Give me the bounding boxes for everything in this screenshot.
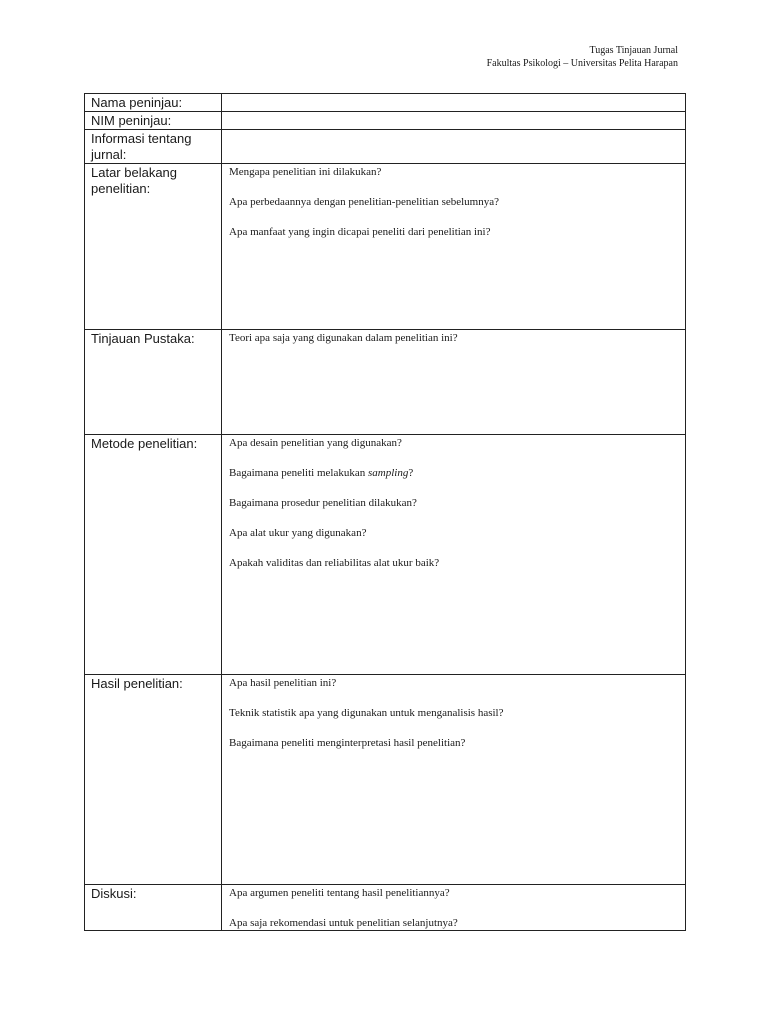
field-nim-peninjau[interactable] [222,112,686,130]
header-faculty-university: Fakultas Psikologi – Universitas Pelita Harapan [486,58,678,69]
header-assignment-title: Tugas Tinjauan Jurnal [589,45,678,56]
label-diskusi: Diskusi: [85,885,222,931]
row-nama-peninjau [85,94,686,112]
question-diskusi-1: Apa argumen peneliti tentang hasil penelitiannya? [229,887,450,899]
label-latar-belakang: Latar belakang penelitian: [85,164,222,330]
field-hasil-penelitian[interactable] [222,675,686,885]
question-metode-2-suffix: ? [408,467,414,479]
sampling-term: sampling [367,467,409,479]
row-latar-belakang [85,164,686,330]
question-metode-2-text: Bagaimana peneliti melakukan [229,467,366,479]
question-metode-2 [229,466,685,480]
row-metode-penelitian [85,435,686,675]
question-latar-2: Apa perbedaannya dengan penelitian-penelitian sebelumnya? [229,196,499,208]
question-tinjauan-1: Teori apa saja yang digunakan dalam penelitian ini? [229,332,458,344]
label-nama-peninjau: Nama peninjau: [85,94,222,112]
row-diskusi [85,885,686,931]
question-latar-3: Apa manfaat yang ingin dicapai peneliti dari penelitian ini? [229,226,491,238]
question-metode-5: Apakah validitas dan reliabilitas alat ukur baik? [229,557,440,569]
question-metode-1: Apa desain penelitian yang digunakan? [229,437,402,449]
label-informasi-jurnal: Informasi tentang jurnal: [85,130,222,164]
row-informasi-jurnal [85,130,686,164]
label-metode-penelitian: Metode penelitian: [85,435,222,675]
question-metode-4: Apa alat ukur yang digunakan? [229,527,367,539]
field-informasi-jurnal[interactable] [222,130,686,164]
question-metode-3: Bagaimana prosedur penelitian dilakukan? [229,497,417,509]
row-nim-peninjau [85,112,686,130]
field-nama-peninjau[interactable] [222,94,686,112]
question-latar-1: Mengapa penelitian ini dilakukan? [229,166,382,178]
label-nim-peninjau: NIM peninjau: [85,112,222,130]
row-hasil-penelitian [85,675,686,885]
question-diskusi-2: Apa saja rekomendasi untuk penelitian selanjutnya? [229,917,458,929]
label-hasil-penelitian: Hasil penelitian: [85,675,222,885]
field-latar-belakang[interactable] [222,164,686,330]
label-tinjauan-pustaka: Tinjauan Pustaka: [85,330,222,435]
row-tinjauan-pustaka [85,330,686,435]
question-hasil-2: Teknik statistik apa yang digunakan untuk menganalisis hasil? [229,707,504,719]
journal-review-form [84,93,686,931]
field-tinjauan-pustaka[interactable] [222,330,686,435]
field-diskusi[interactable] [222,885,686,931]
question-hasil-3: Bagaimana peneliti menginterpretasi hasil penelitian? [229,737,466,749]
document-header [487,44,678,70]
question-hasil-1: Apa hasil penelitian ini? [229,677,337,689]
field-metode-penelitian[interactable] [222,435,686,675]
